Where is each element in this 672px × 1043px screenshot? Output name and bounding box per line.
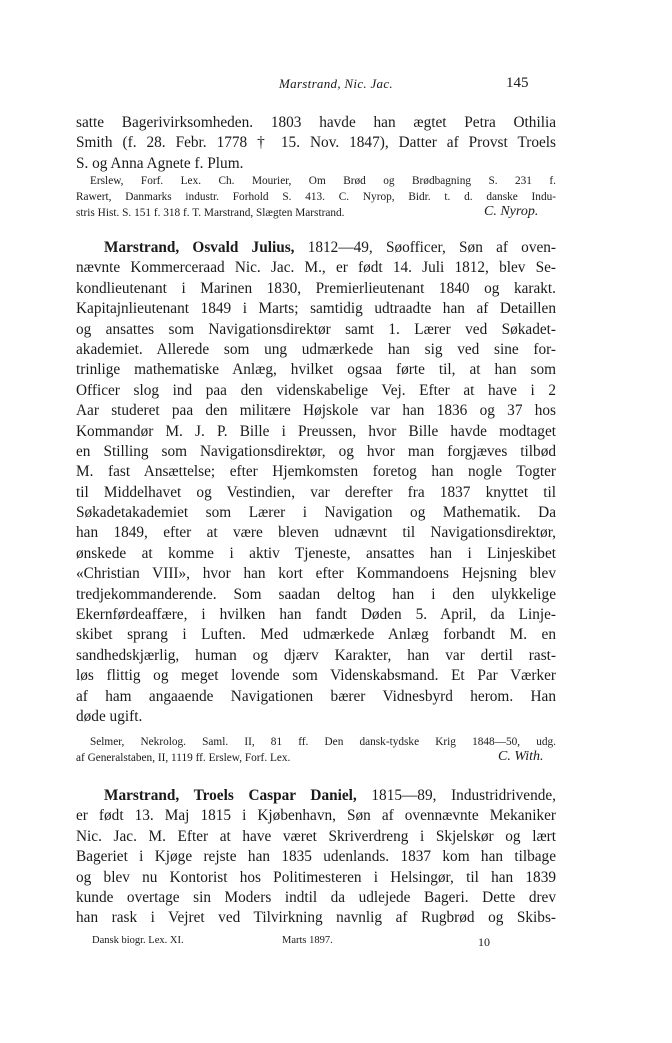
text-line: Kommandør M. J. P. Bille i Preussen, hvor Bille havde modtaget [76, 422, 556, 440]
text-line: han rask i Vejret ved Tilvirkning navnlig af Rugbrød og Skibs- [76, 909, 556, 927]
text-line: til Middelhavet og Vestindien, var derefter fra 1837 knyttet til [76, 483, 556, 501]
text-line: tredjekommanderende. Som saadan deltog han i den ulykkelige [76, 585, 556, 603]
text-line: Smith (f. 28. Febr. 1778 † 15. Nov. 1847), Datter af Provst Troels [76, 134, 556, 152]
text-line: sandhedskjærlig, human og djærv Karakter, han var dertil rast- [76, 646, 556, 664]
text-line: døde ugift. [76, 707, 143, 725]
text-line: akademiet. Allerede som ung udmærkede han sig ved sine for- [76, 340, 556, 358]
text-line: han 1849, efter at være bleven udnævnt til Navigationsdirektør, [76, 524, 556, 542]
entry-troels-caspar-daniel [76, 786, 556, 929]
text-line: nævnte Kommerceraad Nic. Jac. M., er født 14. Juli 1812, blev Se- [76, 259, 556, 277]
text-line: kunde overtage sin Moders indtil da udlejede Bageri. Dette drev [76, 888, 556, 906]
author-signature: C. With. [498, 749, 544, 764]
footer-signature: Dansk biogr. Lex. XI. [92, 935, 184, 946]
text-line: trinlige mathematiske Anlæg, hvilket ogsaa førte til, at han som [76, 361, 556, 379]
text-line: S. og Anna Agnete f. Plum. [76, 154, 244, 172]
text-line: Aar studeret paa den militære Højskole var han 1836 og 37 hos [76, 402, 556, 420]
text-line: Nic. Jac. M. Efter at have været Skriverdreng i Skjelskør og lært [76, 827, 556, 845]
entry-name: Marstrand, Osvald Julius, [104, 239, 295, 256]
author-signature: C. Nyrop. [484, 204, 539, 219]
page-number: 145 [506, 75, 529, 91]
text-line: Søkadetakademiet som Lærer i Navigation og Mathematik. Da [76, 504, 556, 522]
reference-line: stris Hist. S. 151 f. 318 f. T. Marstrand, Slægten Marstrand. [76, 206, 345, 219]
text-line: Bageriet i Kjøge rejste han 1835 udenlands. 1837 kom han tilbage [76, 848, 556, 866]
footer-date: Marts 1897. [282, 935, 333, 946]
text-line: Ekernførdeaffære, i hvilken han fandt Døden 5. April, da Linje- [76, 606, 556, 624]
osvald-references [76, 735, 556, 767]
text-line: M. fast Ansættelse; efter Hjemkomsten foretog han nogle Togter [76, 463, 556, 481]
text-line: og ansattes som Navigationsdirektør samt 1. Lærer ved Søkadet- [76, 320, 556, 338]
intro-paragraph [76, 113, 556, 174]
text-line: løs flittig og meget lovende som Videnskabsmand. Et Par Værker [76, 667, 556, 685]
reference-line: Rawert, Danmarks industr. Forhold S. 413. C. Nyrop, Bidr. t. d. danske Indu- [76, 190, 556, 203]
text-line: af ham angaaende Navigationen bærer Vidnesbyrd herom. Han [76, 687, 556, 705]
text-line: skibet sprang i Luften. Med udmærkede Anlæg forbandt M. en [76, 626, 556, 644]
reference-line: Erslew, Forf. Lex. Ch. Mourier, Om Brød og Brødbagning S. 231 f. [90, 175, 556, 187]
text-line: Officer slog ind paa den videnskabelige Vej. Efter at have i 2 [76, 381, 556, 399]
text-line: en Stilling som Navigationsdirektør, og hvor man forgjæves tilbød [76, 442, 556, 460]
running-title: Marstrand, Nic. Jac. [279, 76, 393, 91]
entry-first-line: Marstrand, Osvald Julius, 1812—49, Søofficer, Søn af oven- [104, 239, 556, 256]
text-line: ønskede at komme i aktiv Tjeneste, ansattes han i Linjeskibet [76, 544, 556, 562]
text-line: Kapitajnlieutenant 1849 i Marts; samtidig udtraadte han af Detaillen [76, 300, 556, 318]
footer-sheet-number: 10 [478, 935, 490, 949]
text-line: kondlieutenant i Marinen 1830, Premierlieutenant 1840 og karakt. [76, 279, 556, 297]
reference-line: Selmer, Nekrolog. Saml. II, 81 ff. Den dansk-tydske Krig 1848—50, udg. [90, 736, 556, 748]
text-line: satte Bagerivirksomheden. 1803 havde han ægtet Petra Othilia [76, 114, 556, 131]
text-line: «Christian VIII», hvor han kort efter Kommandoens Hejsning blev [76, 565, 556, 583]
text-line: og blev nu Kontorist hos Politimesteren i Helsingør, til han 1839 [76, 868, 556, 886]
entry-name: Marstrand, Troels Caspar Daniel, [104, 787, 357, 804]
reference-line: af Generalstaben, II, 1119 ff. Erslew, Forf. Lex. [76, 751, 291, 764]
entry-osvald-julius [76, 238, 556, 727]
entry-first-line: Marstrand, Troels Caspar Daniel, 1815—89, Industridrivende, [104, 787, 556, 804]
text-line: er født 13. Maj 1815 i Kjøbenhavn, Søn af ovennævnte Mekaniker [76, 807, 556, 825]
